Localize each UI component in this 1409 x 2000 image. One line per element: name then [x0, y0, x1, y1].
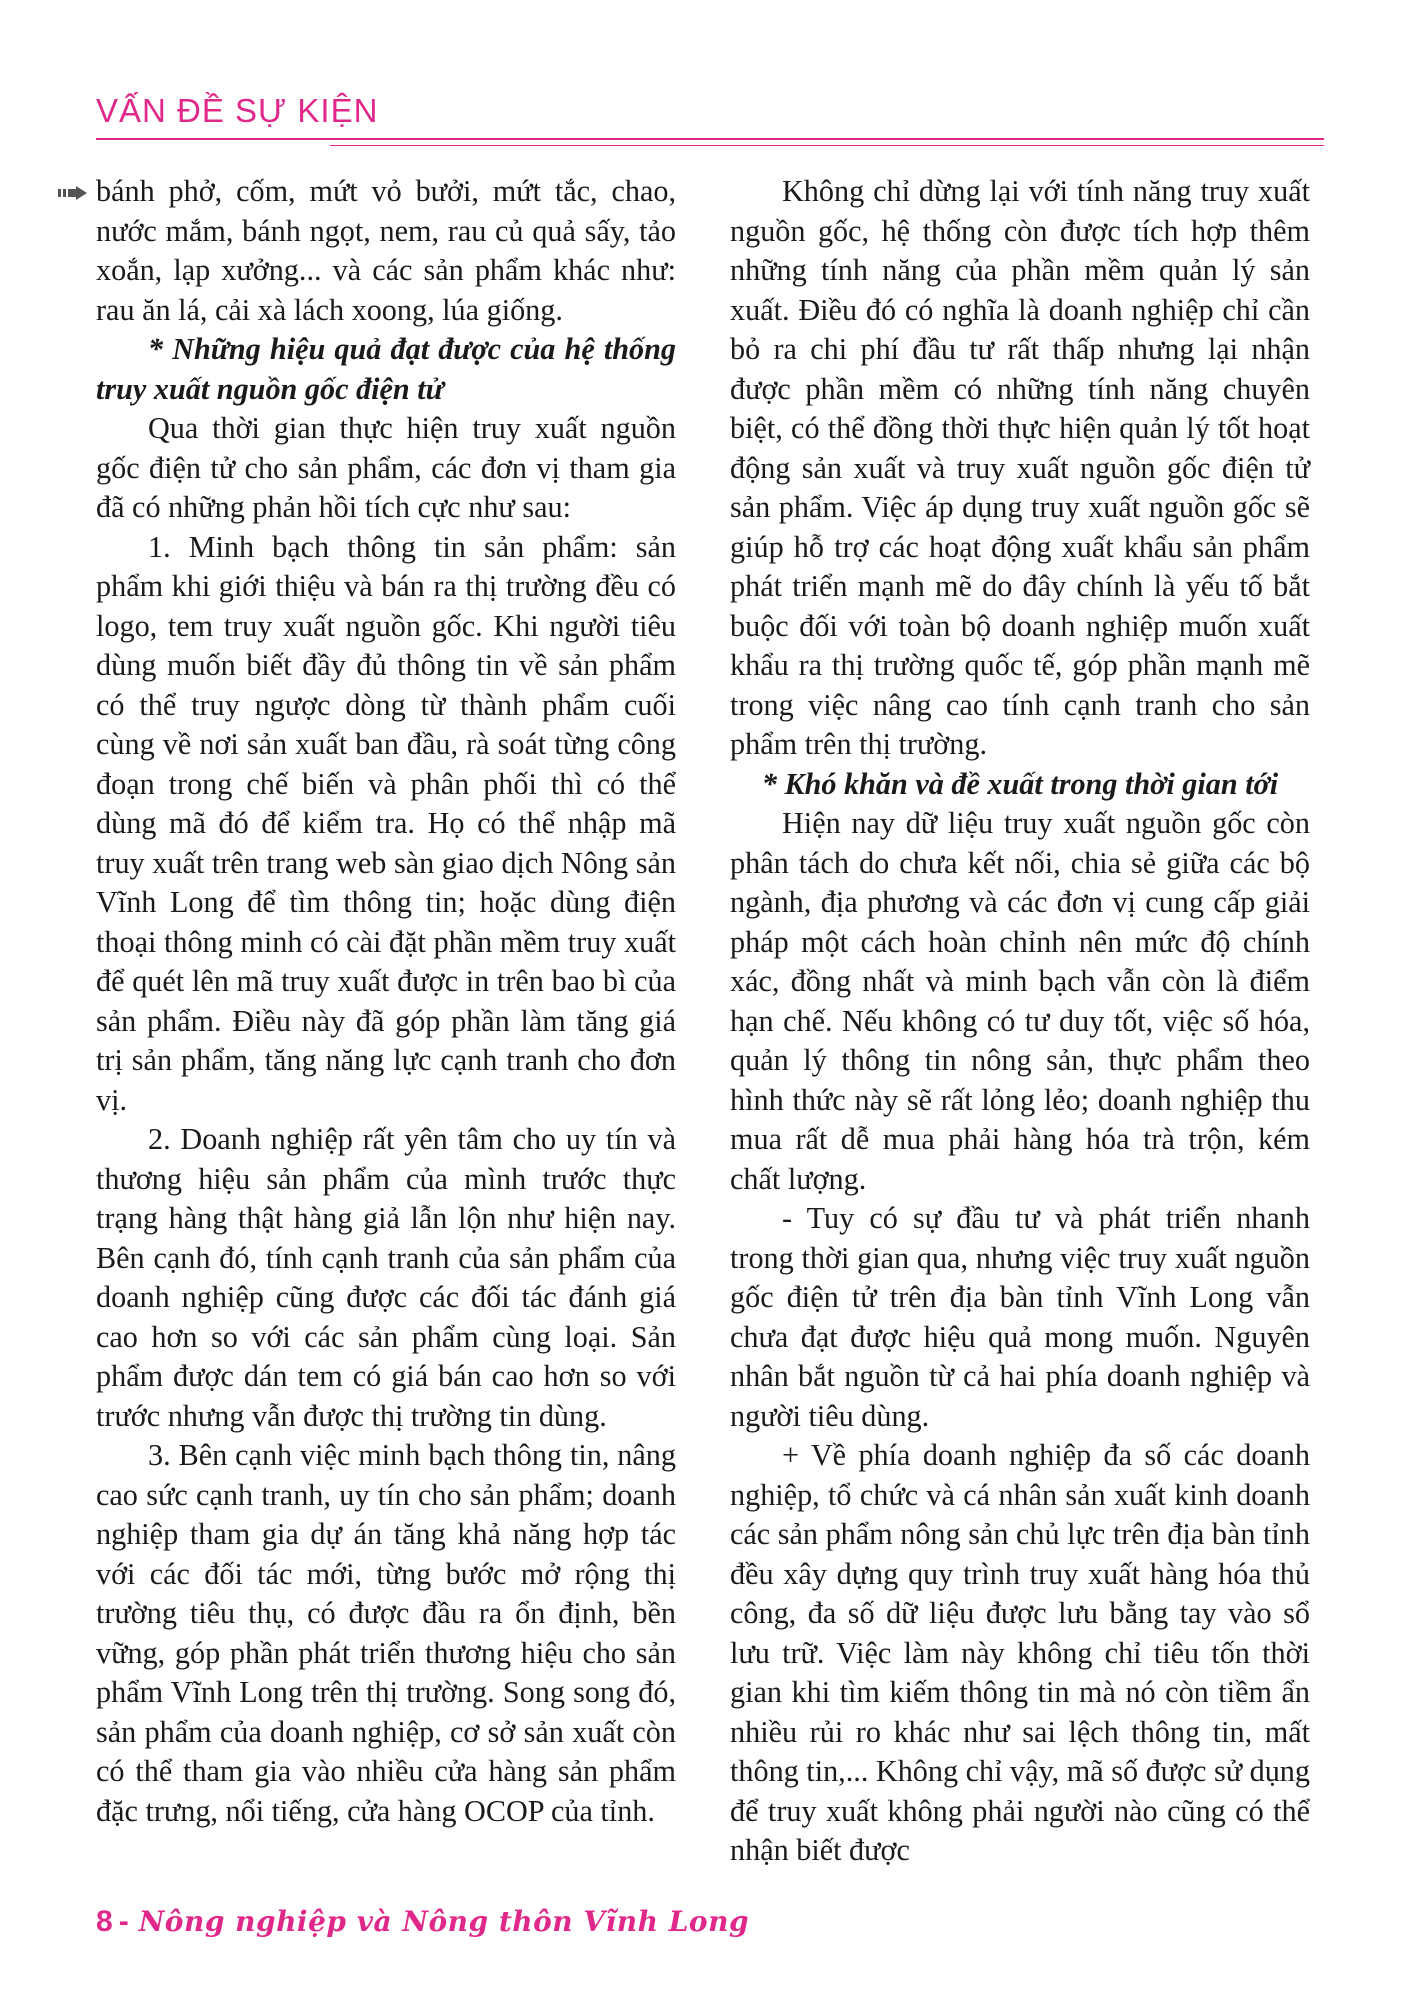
- magazine-title: Nông nghiệp và Nông thôn Vĩnh Long: [138, 1905, 750, 1938]
- section-title: VẤN ĐỀ SỰ KIỆN: [96, 92, 379, 129]
- paragraph: Qua thời gian thực hiện truy xuất nguồn gốc điện tử cho sản phẩm, các đơn vị tham gia đã có những phản hồi tích cực như sau:: [96, 411, 676, 524]
- header-rule-thin: [330, 145, 1324, 146]
- paragraph: 3. Bên cạnh việc minh bạch thông tin, nâng cao sức cạnh tranh, uy tín cho sản phẩm; doanh nghiệp tham gia dự án tăng khả năng hợp tác với các đối tác mới, từng bước mở rộng thị trường tiêu thụ, có được đầu ra ổn định, bền vững, góp phần phát triển thương hiệu cho sản phẩm Vĩnh Long trên thị trường. Song song đó, sản phẩm của doanh nghiệp, cơ sở sản xuất còn có thể tham gia vào nhiều cửa hàng sản phẩm đặc trưng, nổi tiếng, cửa hàng OCOP của tỉnh.: [96, 1438, 676, 1828]
- arrow-right-icon: [58, 186, 88, 200]
- page-footer: [96, 1905, 749, 1939]
- paragraph: - Tuy có sự đầu tư và phát triển nhanh trong thời gian qua, nhưng việc truy xuất nguồn gốc điện tử trên địa bàn tỉnh Vĩnh Long vẫn chưa đạt được hiệu quả mong muốn. Nguyên nhân bắt nguồn từ cả hai phía doanh nghiệp và người tiêu dùng.: [730, 1201, 1310, 1433]
- header-rule: [96, 138, 1324, 140]
- left-column: [96, 172, 676, 1831]
- paragraph: Hiện nay dữ liệu truy xuất nguồn gốc còn phân tách do chưa kết nối, chia sẻ giữa các bộ ngành, địa phương và các đơn vị cung cấp giải pháp một cách hoàn chỉnh nên mức độ chính xác, đồng nhất và minh bạch vẫn còn là điểm hạn chế. Nếu không có tư duy tốt, việc số hóa, quản lý thông tin nông sản, thực phẩm theo hình thức này sẽ rất lỏng lẻo; doanh nghiệp thu mua rất dễ mua phải hàng hóa trà trộn, kém chất lượng.: [730, 806, 1310, 1196]
- subheading: * Khó khăn và đề xuất trong thời gian tới: [761, 766, 1279, 801]
- footer-separator: -: [118, 1905, 129, 1938]
- paragraph: + Về phía doanh nghiệp đa số các doanh nghiệp, tổ chức và cá nhân sản xuất kinh doanh các sản phẩm nông sản chủ lực trên địa bàn tỉnh đều xây dựng quy trình truy xuất hàng hóa thủ công, đa số dữ liệu được lưu bằng tay vào sổ lưu trữ. Việc làm này không chỉ tiêu tốn thời gian khi tìm kiếm thông tin mà nó còn tiềm ẩn nhiều rủi ro khác như sai lệch thông tin, mất thông tin,... Không chỉ vậy, mã số được sử dụng để truy xuất không phải người nào cũng có thể nhận biết được: [730, 1438, 1310, 1867]
- paragraph: 1. Minh bạch thông tin sản phẩm: sản phẩm khi giới thiệu và bán ra thị trường đều có logo, tem truy xuất nguồn gốc. Khi người tiêu dùng muốn biết đầy đủ thông tin về sản phẩm có thể truy ngược dòng từ thành phẩm cuối cùng về nơi sản xuất ban đầu, rà soát từng công đoạn trong chế biến và phân phối thì có thể dùng mã đó để kiểm tra. Họ có thể nhập mã truy xuất trên trang web sàn giao dịch Nông sản Vĩnh Long để tìm thông tin; hoặc dùng điện thoại thông minh có cài đặt phần mềm truy xuất để quét lên mã truy xuất được in trên bao bì của sản phẩm. Điều này đã góp phần làm tăng giá trị sản phẩm, tăng năng lực cạnh tranh cho đơn vị.: [96, 529, 676, 1117]
- paragraph: 2. Doanh nghiệp rất yên tâm cho uy tín và thương hiệu sản phẩm của mình trước thực trạng hàng thật hàng giả lẫn lộn như hiện nay. Bên cạnh đó, tính cạnh tranh của sản phẩm của doanh nghiệp cũng được các đối tác đánh giá cao hơn so với các sản phẩm cùng loại. Sản phẩm được dán tem có giá bán cao hơn so với trước nhưng vẫn được thị trường tin dùng.: [96, 1122, 676, 1433]
- paragraph: bánh phở, cốm, mứt vỏ bưởi, mứt tắc, chao, nước mắm, bánh ngọt, nem, rau củ quả sấy, tảo xoắn, lạp xưởng... và các sản phẩm khác như: rau ăn lá, cải xà lách xoong, lúa giống.: [96, 174, 676, 327]
- subheading: * Những hiệu quả đạt được của hệ thống truy xuất nguồn gốc điện tử: [96, 332, 676, 406]
- paragraph: Không chỉ dừng lại với tính năng truy xuất nguồn gốc, hệ thống còn được tích hợp thêm những tính năng của phần mềm quản lý sản xuất. Điều đó có nghĩa là doanh nghiệp chỉ cần bỏ ra chi phí đầu tư rất thấp nhưng lại nhận được phần mềm có những tính năng chuyên biệt, có thể đồng thời thực hiện quản lý tốt hoạt động sản xuất và truy xuất nguồn gốc điện tử sản phẩm. Việc áp dụng truy xuất nguồn gốc sẽ giúp hỗ trợ các hoạt động xuất khẩu sản phẩm phát triển mạnh mẽ do đây chính là yếu tố bắt buộc đối với toàn bộ doanh nghiệp muốn xuất khẩu ra thị trường quốc tế, góp phần mạnh mẽ trong việc nâng cao tính cạnh tranh cho sản phẩm trên thị trường.: [730, 174, 1310, 761]
- right-column: [730, 172, 1310, 1871]
- page-number: 8: [96, 1905, 113, 1938]
